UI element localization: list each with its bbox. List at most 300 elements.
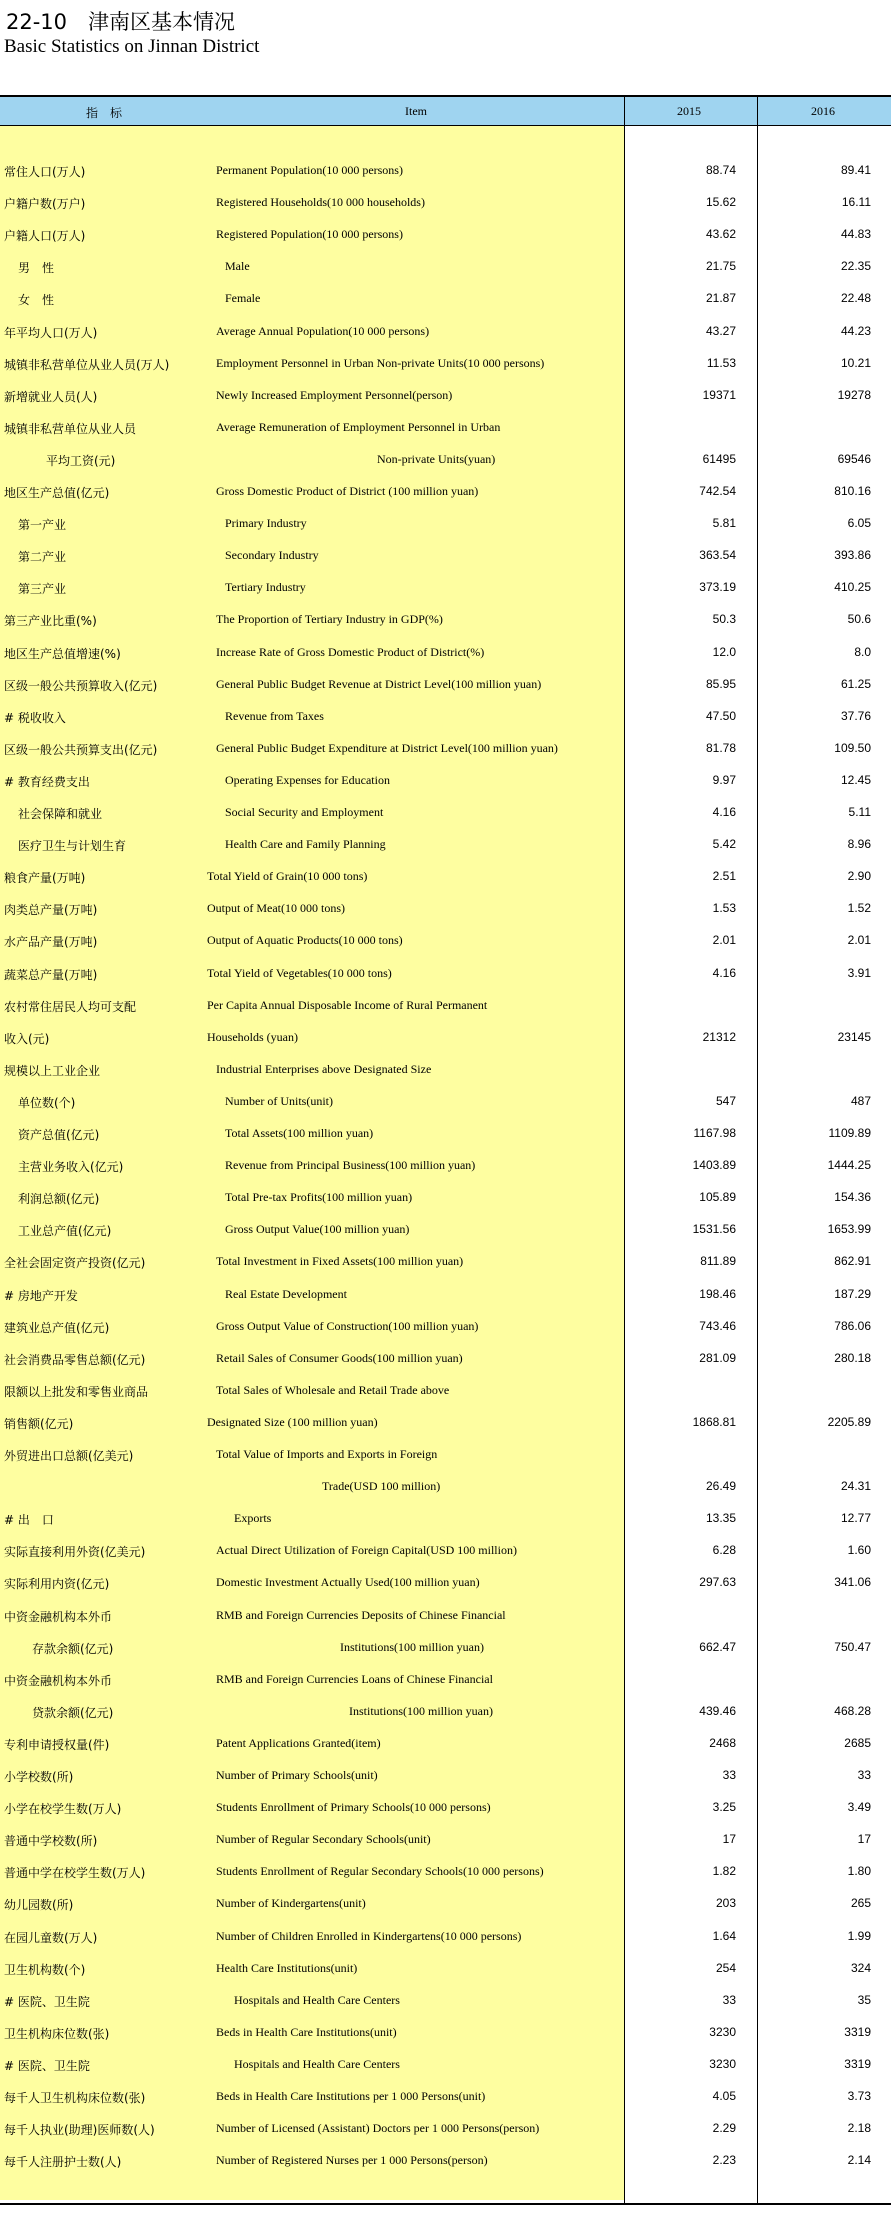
table-row — [0, 796, 891, 828]
row-value-2015: 9.97 — [712, 772, 736, 787]
row-value-2015: 742.54 — [699, 484, 736, 498]
table-row — [0, 1117, 891, 1149]
row-item-en: Operating Expenses for Education — [225, 772, 390, 787]
row-indicator-cn: 第三产业比重(%) — [4, 614, 97, 629]
table-row — [0, 603, 891, 635]
row-item-en: Number of Units(unit) — [225, 1093, 333, 1108]
row-value-2016: 324 — [850, 1960, 871, 1975]
table-row — [0, 1310, 891, 1342]
row-indicator-cn: 粮食产量(万吨) — [4, 871, 86, 886]
row-item-en: Retail Sales of Consumer Goods(100 million yuan) — [216, 1350, 463, 1365]
table-row — [0, 1695, 891, 1727]
row-value-2015: 33 — [722, 1992, 736, 2007]
row-value-2015: 2468 — [709, 1735, 736, 1750]
row-item-en: Total Pre-tax Profits(100 million yuan) — [225, 1190, 413, 1205]
table-row — [0, 1470, 891, 1502]
row-indicator-cn: 区级一般公共预算支出(亿元) — [4, 742, 158, 757]
row-value-2015: 811.89 — [700, 1254, 736, 1269]
row-item-en: Students Enrollment of Regular Secondary Schools(10 000 persons) — [216, 1864, 544, 1879]
row-value-2015: 43.27 — [705, 323, 736, 338]
row-indicator-cn: 收入(元) — [4, 1031, 50, 1046]
row-item-en: Gross Output Value of Construction(100 million yuan) — [216, 1318, 479, 1333]
row-value-2016: 109.50 — [834, 740, 871, 755]
row-indicator-cn: # 教育经费支出 — [4, 774, 90, 789]
table-row — [0, 2048, 891, 2080]
table-row — [0, 282, 891, 314]
row-indicator-cn: 卫生机构床位数(张) — [4, 2026, 110, 2041]
row-indicator-cn: 蔬菜总产量(万吨) — [4, 967, 98, 982]
row-value-2016: 2.14 — [847, 2153, 871, 2168]
table-row — [0, 860, 891, 892]
row-value-2015: 2.29 — [712, 2121, 736, 2136]
row-indicator-cn: 女 性 — [18, 293, 55, 308]
row-value-2016: 69546 — [837, 451, 871, 466]
row-indicator-cn: 农村常住居民人均可支配 — [4, 999, 137, 1014]
row-item-en: Institutions(100 million yuan) — [340, 1639, 484, 1654]
row-indicator-cn: 小学校数(所) — [4, 1770, 74, 1784]
row-value-2016: 8.0 — [854, 644, 871, 659]
row-value-2016: 44.83 — [840, 227, 871, 242]
table-row — [0, 1406, 891, 1438]
row-value-2016: 786.06 — [834, 1318, 871, 1333]
table-row — [0, 1920, 891, 1952]
row-value-2015: 203 — [715, 1896, 736, 1911]
row-value-2016: 393.86 — [834, 548, 871, 563]
header-2015: 2015 — [677, 104, 701, 118]
row-item-en: Students Enrollment of Primary Schools(10 000 persons) — [216, 1800, 491, 1815]
row-indicator-cn: 城镇非私营单位从业人员 — [4, 421, 137, 436]
row-item-en: The Proportion of Tertiary Industry in GDP(%) — [216, 612, 443, 627]
row-indicator-cn: # 医院、卫生院 — [4, 2058, 90, 2073]
row-item-en: Trade(USD 100 million) — [322, 1479, 441, 1494]
row-value-2016: 3.91 — [847, 965, 871, 980]
row-value-2016: 22.35 — [840, 259, 871, 274]
row-indicator-cn: 普通中学在校学生数(万人) — [4, 1866, 146, 1881]
table-row — [0, 828, 891, 860]
table-row — [0, 668, 891, 700]
row-value-2016: 187.29 — [834, 1286, 871, 1301]
row-item-en: Revenue from Principal Business(100 million yuan) — [225, 1158, 476, 1173]
row-item-en: Social Security and Employment — [225, 805, 384, 819]
row-value-2016: 1.52 — [847, 901, 871, 916]
row-item-en: Revenue from Taxes — [225, 708, 324, 723]
row-value-2015: 1.64 — [712, 1928, 736, 1943]
table-row — [0, 1213, 891, 1245]
row-item-en: Total Investment in Fixed Assets(100 million yuan) — [216, 1254, 464, 1269]
row-indicator-cn: 第二产业 — [18, 550, 67, 565]
table-row — [0, 475, 891, 507]
row-value-2015: 85.95 — [705, 676, 736, 691]
row-indicator-cn: 医疗卫生与计划生育 — [18, 839, 127, 854]
row-value-2015: 1403.89 — [692, 1158, 736, 1173]
row-indicator-cn: # 出 口 — [4, 1513, 54, 1528]
row-indicator-cn: 年平均人口(万人) — [4, 325, 98, 340]
row-value-2015: 3230 — [709, 2024, 736, 2039]
row-value-2015: 88.74 — [705, 163, 736, 177]
row-indicator-cn: 常住人口(万人) — [4, 165, 86, 179]
row-value-2016: 280.18 — [834, 1350, 871, 1365]
table-row — [0, 186, 891, 218]
row-value-2015: 297.63 — [699, 1575, 736, 1590]
table-row — [0, 636, 891, 668]
row-value-2016: 3.49 — [847, 1800, 871, 1815]
row-value-2016: 2.18 — [847, 2121, 871, 2136]
row-indicator-cn: 普通中学校数(所) — [4, 1834, 98, 1849]
row-value-2015: 1531.56 — [692, 1222, 736, 1237]
table-row — [0, 443, 891, 475]
row-indicator-cn: 利润总额(亿元) — [18, 1192, 100, 1207]
row-indicator-cn: 社会保障和就业 — [18, 807, 103, 821]
table-row — [0, 411, 891, 443]
row-item-en: Gross Domestic Product of District (100 million yuan) — [216, 484, 479, 498]
header-item: Item — [405, 104, 427, 118]
row-indicator-cn: 工业总产值(亿元) — [18, 1224, 112, 1239]
row-item-en: Non-private Units(yuan) — [377, 451, 496, 466]
row-indicator-cn: 每千人卫生机构床位数(张) — [4, 2091, 146, 2105]
table-row — [0, 507, 891, 539]
row-value-2015: 743.46 — [699, 1318, 736, 1333]
row-item-en: Health Care Institutions(unit) — [216, 1960, 358, 1975]
row-value-2016: 8.96 — [847, 837, 871, 852]
table-title-en: Basic Statistics on Jinnan District — [4, 36, 260, 57]
table-row — [0, 2112, 891, 2144]
row-indicator-cn: 地区生产总值增速(%) — [4, 646, 121, 661]
row-item-en: Exports — [234, 1511, 272, 1526]
row-value-2015: 19371 — [702, 387, 736, 402]
row-value-2016: 89.41 — [840, 163, 871, 177]
row-indicator-cn: 规模以上工业企业 — [4, 1063, 101, 1078]
row-value-2016: 2.90 — [847, 869, 871, 884]
row-indicator-cn: 每千人执业(助理)医师数(人) — [4, 2123, 155, 2138]
row-value-2016: 3319 — [844, 2056, 871, 2071]
row-value-2015: 50.3 — [712, 612, 736, 627]
row-indicator-cn: 贷款余额(亿元) — [32, 1705, 114, 1720]
row-item-en: Tertiary Industry — [225, 580, 306, 595]
row-value-2016: 487 — [850, 1093, 871, 1108]
row-value-2015: 33 — [722, 1768, 736, 1782]
row-value-2016: 265 — [850, 1896, 871, 1911]
row-indicator-cn: 平均工资(元) — [46, 453, 116, 468]
row-value-2015: 2.01 — [712, 933, 736, 948]
row-item-en: Number of Primary Schools(unit) — [216, 1768, 378, 1782]
row-value-2016: 1.80 — [847, 1864, 871, 1879]
row-value-2015: 439.46 — [699, 1703, 736, 1718]
row-indicator-cn: 幼儿园数(所) — [4, 1898, 74, 1913]
row-item-en: Primary Industry — [225, 516, 307, 531]
row-value-2016: 810.16 — [834, 484, 871, 498]
row-indicator-cn: 实际直接利用外资(亿美元) — [4, 1545, 146, 1560]
row-item-en: Health Care and Family Planning — [225, 837, 386, 852]
row-value-2015: 4.16 — [712, 965, 736, 980]
row-indicator-cn: 每千人注册护士数(人) — [4, 2155, 122, 2170]
row-indicator-cn: 城镇非私营单位从业人员(万人) — [4, 357, 170, 372]
row-item-en: Total Value of Imports and Exports in Foreign — [216, 1447, 438, 1461]
table-row — [0, 379, 891, 411]
row-value-2015: 13.35 — [705, 1511, 736, 1526]
table-row — [0, 1053, 891, 1085]
row-value-2016: 22.48 — [840, 291, 871, 306]
row-value-2016: 3319 — [844, 2024, 871, 2039]
row-value-2016: 468.28 — [834, 1703, 871, 1718]
row-item-en: Number of Children Enrolled in Kindergartens(10 000 persons) — [216, 1928, 522, 1943]
table-row — [0, 1727, 891, 1759]
row-item-en: Real Estate Development — [225, 1286, 347, 1301]
table-row — [0, 315, 891, 347]
row-value-2015: 15.62 — [705, 195, 736, 210]
row-indicator-cn: 男 性 — [18, 261, 55, 276]
row-value-2016: 1.60 — [847, 1543, 871, 1558]
header-2016: 2016 — [811, 104, 835, 118]
row-indicator-cn: 实际利用内资(亿元) — [4, 1577, 110, 1592]
table-row — [0, 1759, 891, 1791]
row-value-2015: 5.81 — [712, 516, 736, 531]
table-row — [0, 1887, 891, 1919]
row-indicator-cn: 区级一般公共预算收入(亿元) — [4, 678, 158, 693]
row-value-2016: 410.25 — [834, 580, 871, 595]
row-value-2015: 11.53 — [706, 355, 736, 370]
row-indicator-cn: 小学在校学生数(万人) — [4, 1802, 122, 1817]
row-item-en: Increase Rate of Gross Domestic Product of District(%) — [216, 644, 485, 659]
row-indicator-cn: 地区生产总值(亿元) — [4, 486, 110, 500]
row-item-en: RMB and Foreign Currencies Deposits of Chinese Financial — [216, 1607, 506, 1622]
table-row — [0, 1149, 891, 1181]
row-value-2015: 547 — [715, 1093, 736, 1108]
row-item-en: Total Yield of Grain(10 000 tons) — [207, 869, 368, 884]
row-indicator-cn: 水产品产量(万吨) — [4, 935, 98, 950]
row-item-en: Number of Licensed (Assistant) Doctors per 1 000 Persons(person) — [216, 2121, 540, 2136]
table-row — [0, 732, 891, 764]
row-indicator-cn: 销售额(亿元) — [4, 1416, 74, 1431]
row-value-2015: 198.46 — [699, 1286, 736, 1301]
row-item-en: RMB and Foreign Currencies Loans of Chinese Financial — [216, 1671, 493, 1686]
row-value-2015: 281.09 — [699, 1350, 736, 1365]
row-item-en: Industrial Enterprises above Designated Size — [216, 1061, 432, 1076]
row-value-2015: 2.23 — [712, 2153, 736, 2168]
row-value-2015: 21.75 — [705, 259, 736, 274]
row-value-2015: 662.47 — [699, 1639, 736, 1654]
row-item-en: Secondary Industry — [225, 548, 319, 563]
table-row — [0, 892, 891, 924]
row-indicator-cn: 中资金融机构本外币 — [4, 1609, 113, 1624]
row-item-en: Households (yuan) — [207, 1029, 298, 1044]
row-value-2015: 1.53 — [712, 901, 736, 916]
row-value-2015: 4.16 — [712, 805, 736, 819]
row-value-2015: 47.50 — [705, 708, 736, 723]
row-indicator-cn: 户籍人口(万人) — [4, 229, 86, 244]
table-row — [0, 1791, 891, 1823]
table-row — [0, 1278, 891, 1310]
table-row — [0, 1566, 891, 1598]
row-item-en: Average Remuneration of Employment Personnel in Urban — [216, 419, 501, 434]
row-item-en: Employment Personnel in Urban Non-private Units(10 000 persons) — [216, 355, 545, 370]
row-item-en: Registered Population(10 000 persons) — [216, 227, 403, 242]
row-value-2016: 2685 — [844, 1735, 871, 1750]
row-item-en: Output of Aquatic Products(10 000 tons) — [207, 933, 403, 948]
table-row — [0, 571, 891, 603]
row-item-en: Patent Applications Granted(item) — [216, 1735, 381, 1750]
row-value-2015: 3.25 — [712, 1800, 736, 1815]
row-item-en: Output of Meat(10 000 tons) — [207, 901, 345, 916]
row-value-2015: 26.49 — [705, 1479, 736, 1494]
row-value-2015: 61495 — [702, 451, 736, 466]
table-row — [0, 1952, 891, 1984]
row-value-2016: 12.77 — [840, 1511, 871, 1526]
row-value-2016: 17 — [857, 1832, 871, 1847]
table-row — [0, 1438, 891, 1470]
table-row — [0, 1823, 891, 1855]
table-row — [0, 1181, 891, 1213]
row-value-2016: 24.31 — [840, 1479, 871, 1494]
row-indicator-cn: 社会消费品零售总额(亿元) — [4, 1352, 146, 1367]
row-value-2015: 3230 — [709, 2056, 736, 2071]
table-row — [0, 250, 891, 282]
row-value-2015: 1167.98 — [693, 1126, 736, 1140]
row-value-2016: 50.6 — [847, 612, 871, 627]
row-indicator-cn: 主营业务收入(亿元) — [18, 1160, 124, 1175]
header-indicator: 指 标 — [86, 106, 123, 120]
row-value-2016: 3.73 — [847, 2089, 871, 2103]
table-bottom-rule — [0, 2203, 891, 2205]
row-indicator-cn: 在园儿童数(万人) — [4, 1930, 98, 1945]
table-row — [0, 1663, 891, 1695]
row-value-2015: 21312 — [702, 1029, 736, 1044]
table-row — [0, 924, 891, 956]
row-item-en: General Public Budget Revenue at District Level(100 million yuan) — [216, 676, 542, 691]
row-indicator-cn: 新增就业人员(人) — [4, 389, 98, 404]
table-row — [0, 1374, 891, 1406]
row-value-2016: 61.25 — [840, 676, 871, 691]
table-row — [0, 539, 891, 571]
row-value-2015: 105.89 — [699, 1190, 736, 1205]
table-title-cn: 22-10 津南区基本情况 — [6, 10, 236, 34]
row-value-2015: 6.28 — [712, 1543, 736, 1558]
row-value-2015: 12.0 — [712, 644, 736, 659]
row-item-en: Gross Output Value(100 million yuan) — [225, 1222, 410, 1237]
row-item-en: Female — [225, 291, 261, 306]
row-value-2016: 1653.99 — [827, 1222, 871, 1237]
row-value-2015: 81.78 — [705, 740, 736, 755]
row-item-en: Number of Registered Nurses per 1 000 Persons(person) — [216, 2153, 488, 2168]
row-item-en: Designated Size (100 million yuan) — [207, 1414, 378, 1429]
table-row — [0, 1534, 891, 1566]
table-row — [0, 2080, 891, 2112]
table-row — [0, 1085, 891, 1117]
row-item-en: Total Yield of Vegetables(10 000 tons) — [207, 965, 392, 980]
row-indicator-cn: 第三产业 — [18, 582, 67, 597]
row-item-en: Hospitals and Health Care Centers — [234, 2056, 400, 2071]
row-item-en: Permanent Population(10 000 persons) — [216, 163, 403, 177]
row-indicator-cn: 建筑业总产值(亿元) — [4, 1320, 110, 1335]
row-indicator-cn: 专利申请授权量(件) — [4, 1737, 110, 1752]
table-row — [0, 1599, 891, 1631]
table-row — [0, 1502, 891, 1534]
row-indicator-cn: 全社会固定资产投资(亿元) — [4, 1256, 146, 1271]
row-value-2016: 19278 — [837, 387, 871, 402]
row-item-en: Number of Kindergartens(unit) — [216, 1896, 366, 1911]
row-item-en: Registered Households(10 000 households) — [216, 195, 425, 210]
table-row — [0, 2016, 891, 2048]
row-value-2016: 750.47 — [834, 1639, 871, 1654]
table-row — [0, 1021, 891, 1053]
row-value-2016: 341.06 — [834, 1575, 871, 1590]
row-value-2016: 1.99 — [847, 1928, 871, 1943]
row-indicator-cn: 肉类总产量(万吨) — [4, 903, 98, 918]
row-item-en: Per Capita Annual Disposable Income of Rural Permanent — [207, 997, 488, 1012]
row-item-en: Average Annual Population(10 000 persons) — [216, 323, 430, 338]
row-item-en: Actual Direct Utilization of Foreign Capital(USD 100 million) — [216, 1543, 517, 1558]
row-value-2015: 21.87 — [705, 291, 736, 306]
row-value-2016: 23145 — [837, 1029, 871, 1044]
row-value-2015: 17 — [722, 1832, 736, 1847]
row-value-2016: 12.45 — [840, 772, 871, 787]
row-indicator-cn: 第一产业 — [18, 518, 67, 533]
table-row — [0, 347, 891, 379]
table-row — [0, 1245, 891, 1277]
row-indicator-cn: 外贸进出口总额(亿美元) — [4, 1449, 134, 1463]
row-value-2015: 254 — [715, 1960, 736, 1975]
row-item-en: Hospitals and Health Care Centers — [234, 1992, 400, 2007]
row-value-2015: 1868.81 — [692, 1414, 736, 1429]
row-indicator-cn: 卫生机构数(个) — [4, 1962, 86, 1977]
row-value-2015: 43.62 — [705, 227, 736, 242]
row-value-2015: 4.05 — [712, 2089, 736, 2103]
row-item-en: Domestic Investment Actually Used(100 million yuan) — [216, 1575, 480, 1590]
row-indicator-cn: # 税收收入 — [4, 710, 66, 725]
table-row — [0, 154, 891, 186]
row-value-2016: 2205.89 — [827, 1414, 871, 1429]
row-value-2016: 16.11 — [841, 195, 871, 210]
table-row — [0, 700, 891, 732]
row-indicator-cn: 单位数(个) — [18, 1095, 76, 1110]
table-row — [0, 2144, 891, 2176]
table-row — [0, 218, 891, 250]
row-value-2016: 2.01 — [847, 933, 871, 948]
row-value-2015: 373.19 — [699, 580, 736, 595]
row-indicator-cn: # 房地产开发 — [4, 1288, 78, 1303]
row-value-2016: 1109.89 — [828, 1126, 871, 1140]
row-value-2016: 6.05 — [847, 516, 871, 531]
row-indicator-cn: # 医院、卫生院 — [4, 1994, 90, 2009]
row-item-en: Beds in Health Care Institutions(unit) — [216, 2024, 397, 2039]
row-value-2016: 10.21 — [840, 355, 871, 370]
row-item-en: Beds in Health Care Institutions per 1 000 Persons(unit) — [216, 2089, 486, 2103]
row-indicator-cn: 户籍户数(万户) — [4, 197, 86, 212]
table-row — [0, 989, 891, 1021]
row-value-2016: 33 — [857, 1768, 871, 1782]
table-row — [0, 1342, 891, 1374]
row-value-2016: 35 — [857, 1992, 871, 2007]
row-indicator-cn: 限额以上批发和零售业商品 — [4, 1384, 149, 1399]
row-value-2016: 5.11 — [848, 805, 871, 819]
row-value-2016: 44.23 — [840, 323, 871, 338]
row-indicator-cn: 中资金融机构本外币 — [4, 1673, 113, 1688]
row-item-en: Newly Increased Employment Personnel(person) — [216, 387, 453, 402]
row-item-en: Number of Regular Secondary Schools(unit) — [216, 1832, 431, 1847]
table-row — [0, 1984, 891, 2016]
row-value-2015: 5.42 — [712, 837, 736, 852]
row-indicator-cn: 资产总值(亿元) — [18, 1128, 100, 1142]
row-item-en: Total Sales of Wholesale and Retail Trade above — [216, 1382, 450, 1397]
row-item-en: Male — [225, 259, 250, 274]
row-value-2016: 37.76 — [840, 708, 871, 723]
row-value-2016: 862.91 — [834, 1254, 871, 1269]
row-value-2016: 154.36 — [834, 1190, 871, 1205]
row-item-en: Institutions(100 million yuan) — [349, 1703, 493, 1718]
row-value-2015: 1.82 — [712, 1864, 736, 1879]
table-row — [0, 1631, 891, 1663]
statistics-table — [0, 95, 891, 2215]
table-row — [0, 957, 891, 989]
